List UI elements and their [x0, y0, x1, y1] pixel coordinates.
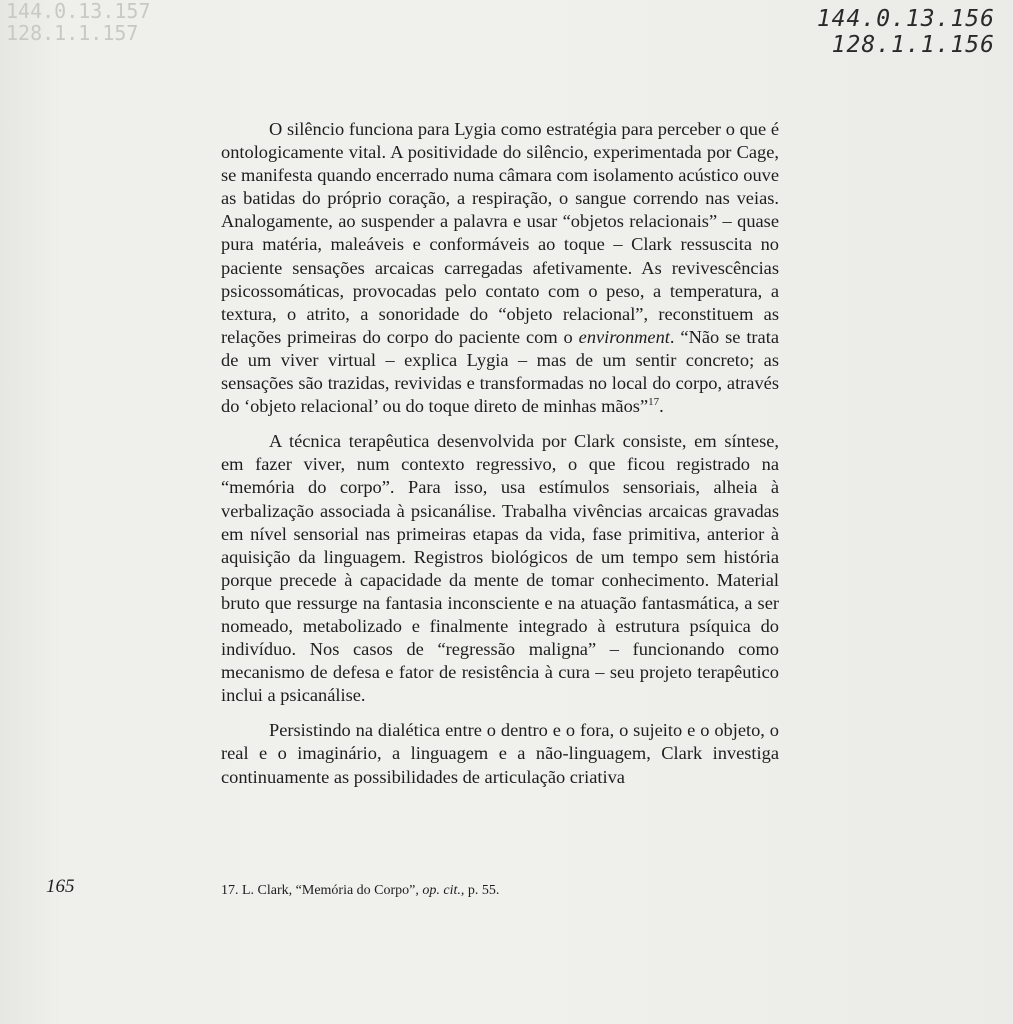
- faint-stamp: [6, 0, 151, 44]
- paragraph-1-text-after: . “Não se trata de um viver virtual – explica Lygia – mas de um sentir concreto; as sensações são trazidas, revividas e transformadas no local do corpo, através do ‘objeto relacional’ ou do toque direto de minhas mãos”: [221, 326, 779, 417]
- paragraph-1: [221, 118, 779, 418]
- footnote-suffix: , p. 55.: [460, 883, 500, 898]
- paragraph-3: Persistindo na dialética entre o dentro e o fora, o sujeito e o objeto, o real e o imaginário, a linguagem e a não-linguagem, Clark investiga continuamente as possibilidades de articulação criativa: [221, 720, 779, 787]
- body-text: [221, 118, 779, 801]
- paragraph-1-italic: environment: [578, 326, 670, 347]
- paragraph-1-end: .: [659, 396, 664, 417]
- handwritten-codes: [817, 6, 995, 58]
- footnote-prefix: 17. L. Clark, “Memória do Corpo”,: [221, 883, 423, 898]
- paragraph-1-text: O silêncio funciona para Lygia como estratégia para perceber o que é ontologicamente vital. A positividade do silêncio, experimentada por Cage, se manifesta quando encerrado numa câmara com isolamento acústico ouve as batidas do próprio coração, a respiração, o sangue correndo nas veias. Analogamente, ao suspender a palavra e usar “objetos relacionais” – quase pura matéria, maleáveis e conformáveis ao toque – Clark ressuscita no paciente sensações arcaicas carregadas afetivamente. As revivescências psicossomáticas, provocadas pelo contato com o peso, a temperatura, a textura, o atrito, a sonoridade do “objeto relacional”, reconstituem as relações primeiras do corpo do paciente com o: [221, 119, 779, 347]
- page-number: 165: [46, 876, 75, 897]
- paragraph-2: A técnica terapêutica desenvolvida por Clark consiste, em síntese, em fazer viver, num contexto regressivo, o que ficou registrado na “memória do corpo”. Para isso, usa estímulos sensoriais, alheia à verbalização associada à psicanálise. Trabalha vivências arcaicas gravadas em nível sensorial nas primeiras etapas da vida, fase primitiva, anterior à aquisição da linguagem. Registros biológicos de um tempo sem história porque precede à capacidade da mente de tomar conhecimento. Material bruto que ressurge na fantasia inconsciente e na atuação fantasmática, a ser nomeado, metabolizado e finalmente integrado à estrutura psíquica do indivíduo. Nos casos de “regressão maligna” – funcionando como mecanismo de defesa e fator de resistência à cura – seu projeto terapêutico inclui a psicanálise.: [221, 431, 779, 706]
- handwritten-code-1: 144.0.13.156: [816, 6, 995, 32]
- footnote: [221, 882, 781, 900]
- footnote-reference: 17: [648, 396, 660, 408]
- faint-stamp-line-1: 144.0.13.157: [6, 0, 151, 23]
- faint-stamp-line-2: 128.1.1.157: [6, 21, 139, 45]
- handwritten-code-2: 128.1.1.156: [831, 32, 995, 58]
- footnote-italic: op. cit.: [422, 883, 461, 898]
